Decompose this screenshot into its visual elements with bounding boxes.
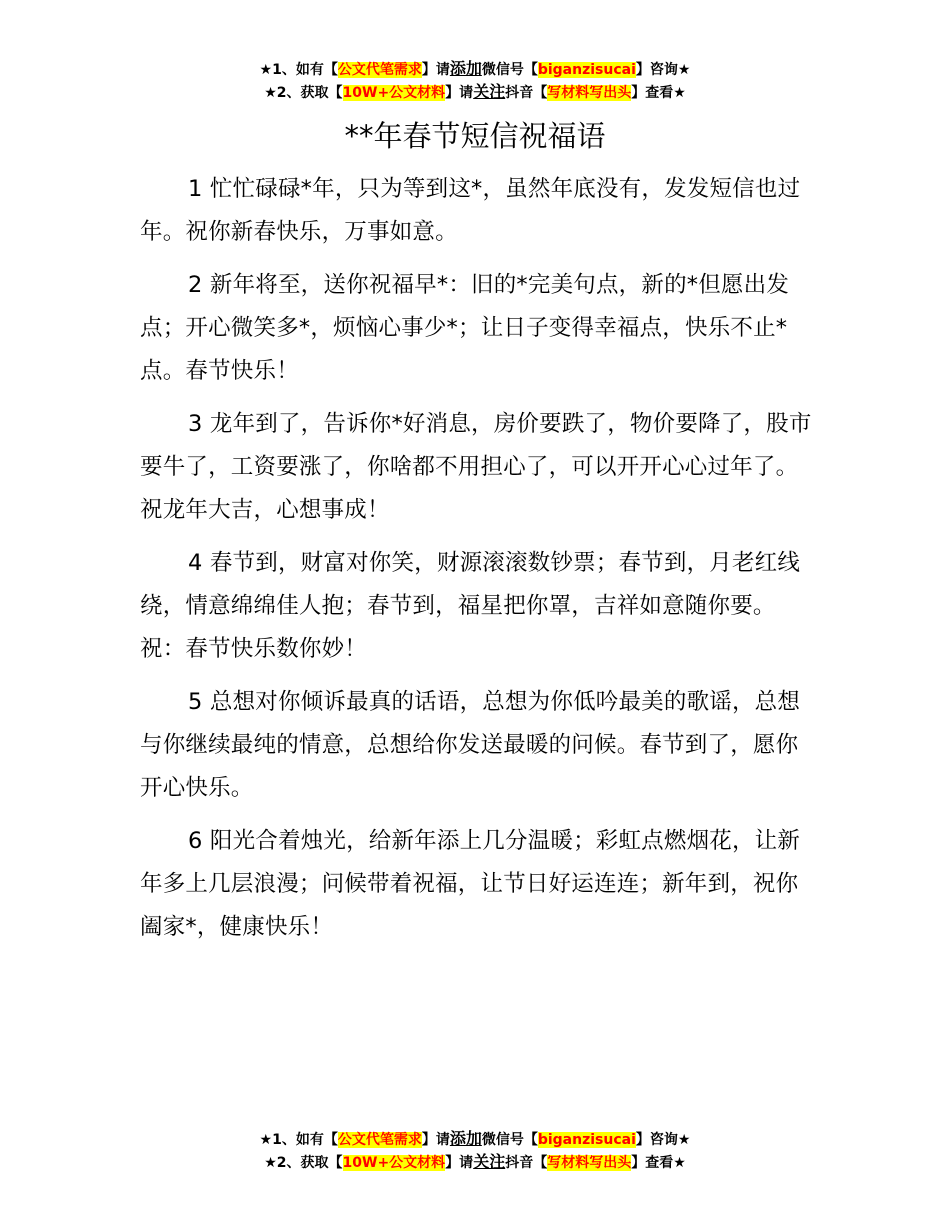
footer-line2-suffix: 】查看★ xyxy=(631,1155,686,1171)
header-banner xyxy=(0,58,950,104)
footer-line2-douyin-label: 抖音【 xyxy=(505,1155,548,1171)
header-line1-mid: 】请 xyxy=(421,62,450,78)
document-title: **年春节短信祝福语 xyxy=(344,119,606,153)
paragraph-6: 6 阳光合着烛光，给新年添上几分温暖；彩虹点燃烟花，让新年多上几层浪漫；问候带着祝福，让节日好运连连；新年到，祝你阖家*，健康快乐！ xyxy=(140,828,801,940)
footer-line1-mid: 】请 xyxy=(421,1132,450,1148)
paragraph-5: 5 总想对你倾诉最真的话语，总想为你低吟最美的歌谣，总想与你继续最纯的情意，总想给你发送最暖的问候。春节到了，愿你开心快乐。 xyxy=(140,689,801,801)
header-line1-highlight-service: 公文代笔需求 xyxy=(337,62,422,78)
footer-banner-line-1 xyxy=(0,1128,950,1151)
header-line2-prefix: ★2、获取【 xyxy=(264,85,343,101)
footer-line2-highlight-douyin-id: 写材料写出头 xyxy=(547,1155,632,1171)
footer-line1-prefix: ★1、如有【 xyxy=(259,1132,338,1148)
footer-line1-highlight-service: 公文代笔需求 xyxy=(337,1132,422,1148)
footer-line1-wechat-label: 微信号【 xyxy=(481,1132,538,1148)
header-line1-wechat-label: 微信号【 xyxy=(481,62,538,78)
footer-line1-underline: 添加 xyxy=(449,1129,482,1148)
header-line1-underline: 添加 xyxy=(449,59,482,78)
header-line2-highlight-douyin-id: 写材料写出头 xyxy=(547,85,632,101)
header-banner-line-2 xyxy=(0,81,950,104)
header-banner-line-1 xyxy=(0,58,950,81)
header-line1-highlight-wechat-id: biganzisucai xyxy=(537,62,636,78)
footer-line2-highlight-materials: 10W+公文材料 xyxy=(342,1155,446,1171)
footer-line1-suffix: 】咨询★ xyxy=(635,1132,691,1148)
document-body xyxy=(140,168,812,959)
header-line1-prefix: ★1、如有【 xyxy=(259,62,338,78)
header-line1-suffix: 】咨询★ xyxy=(635,62,691,78)
header-line2-underline: 关注 xyxy=(473,82,506,101)
footer-line2-prefix: ★2、获取【 xyxy=(264,1155,343,1171)
header-line2-highlight-materials: 10W+公文材料 xyxy=(342,85,446,101)
footer-line2-underline: 关注 xyxy=(473,1152,506,1171)
footer-banner-line-2 xyxy=(0,1151,950,1174)
paragraph-3: 3 龙年到了，告诉你*好消息，房价要跌了，物价要降了，股市要牛了，工资要涨了，你啥都不用担心了，可以开开心心过年了。祝龙年大吉，心想事成！ xyxy=(140,411,812,523)
footer-line2-mid: 】请 xyxy=(445,1155,474,1171)
paragraph-2: 2 新年将至，送你祝福早*：旧的*完美句点，新的*但愿出发点；开心微笑多*，烦恼心事少*；让日子变得幸福点，快乐不止*点。春节快乐！ xyxy=(140,272,790,384)
paragraph-1: 1 忙忙碌碌*年，只为等到这*，虽然年底没有，发发短信也过年。祝你新春快乐，万事如意。 xyxy=(140,176,801,245)
header-line2-mid: 】请 xyxy=(445,85,474,101)
header-line2-suffix: 】查看★ xyxy=(631,85,686,101)
footer-banner xyxy=(0,1128,950,1174)
header-line2-douyin-label: 抖音【 xyxy=(505,85,548,101)
paragraph-4: 4 春节到，财富对你笑，财源滚滚数钞票；春节到，月老红线绕，情意绵绵佳人抱；春节到，福星把你罩，吉祥如意随你要。祝：春节快乐数你妙！ xyxy=(140,550,801,662)
footer-line1-highlight-wechat-id: biganzisucai xyxy=(537,1132,636,1148)
